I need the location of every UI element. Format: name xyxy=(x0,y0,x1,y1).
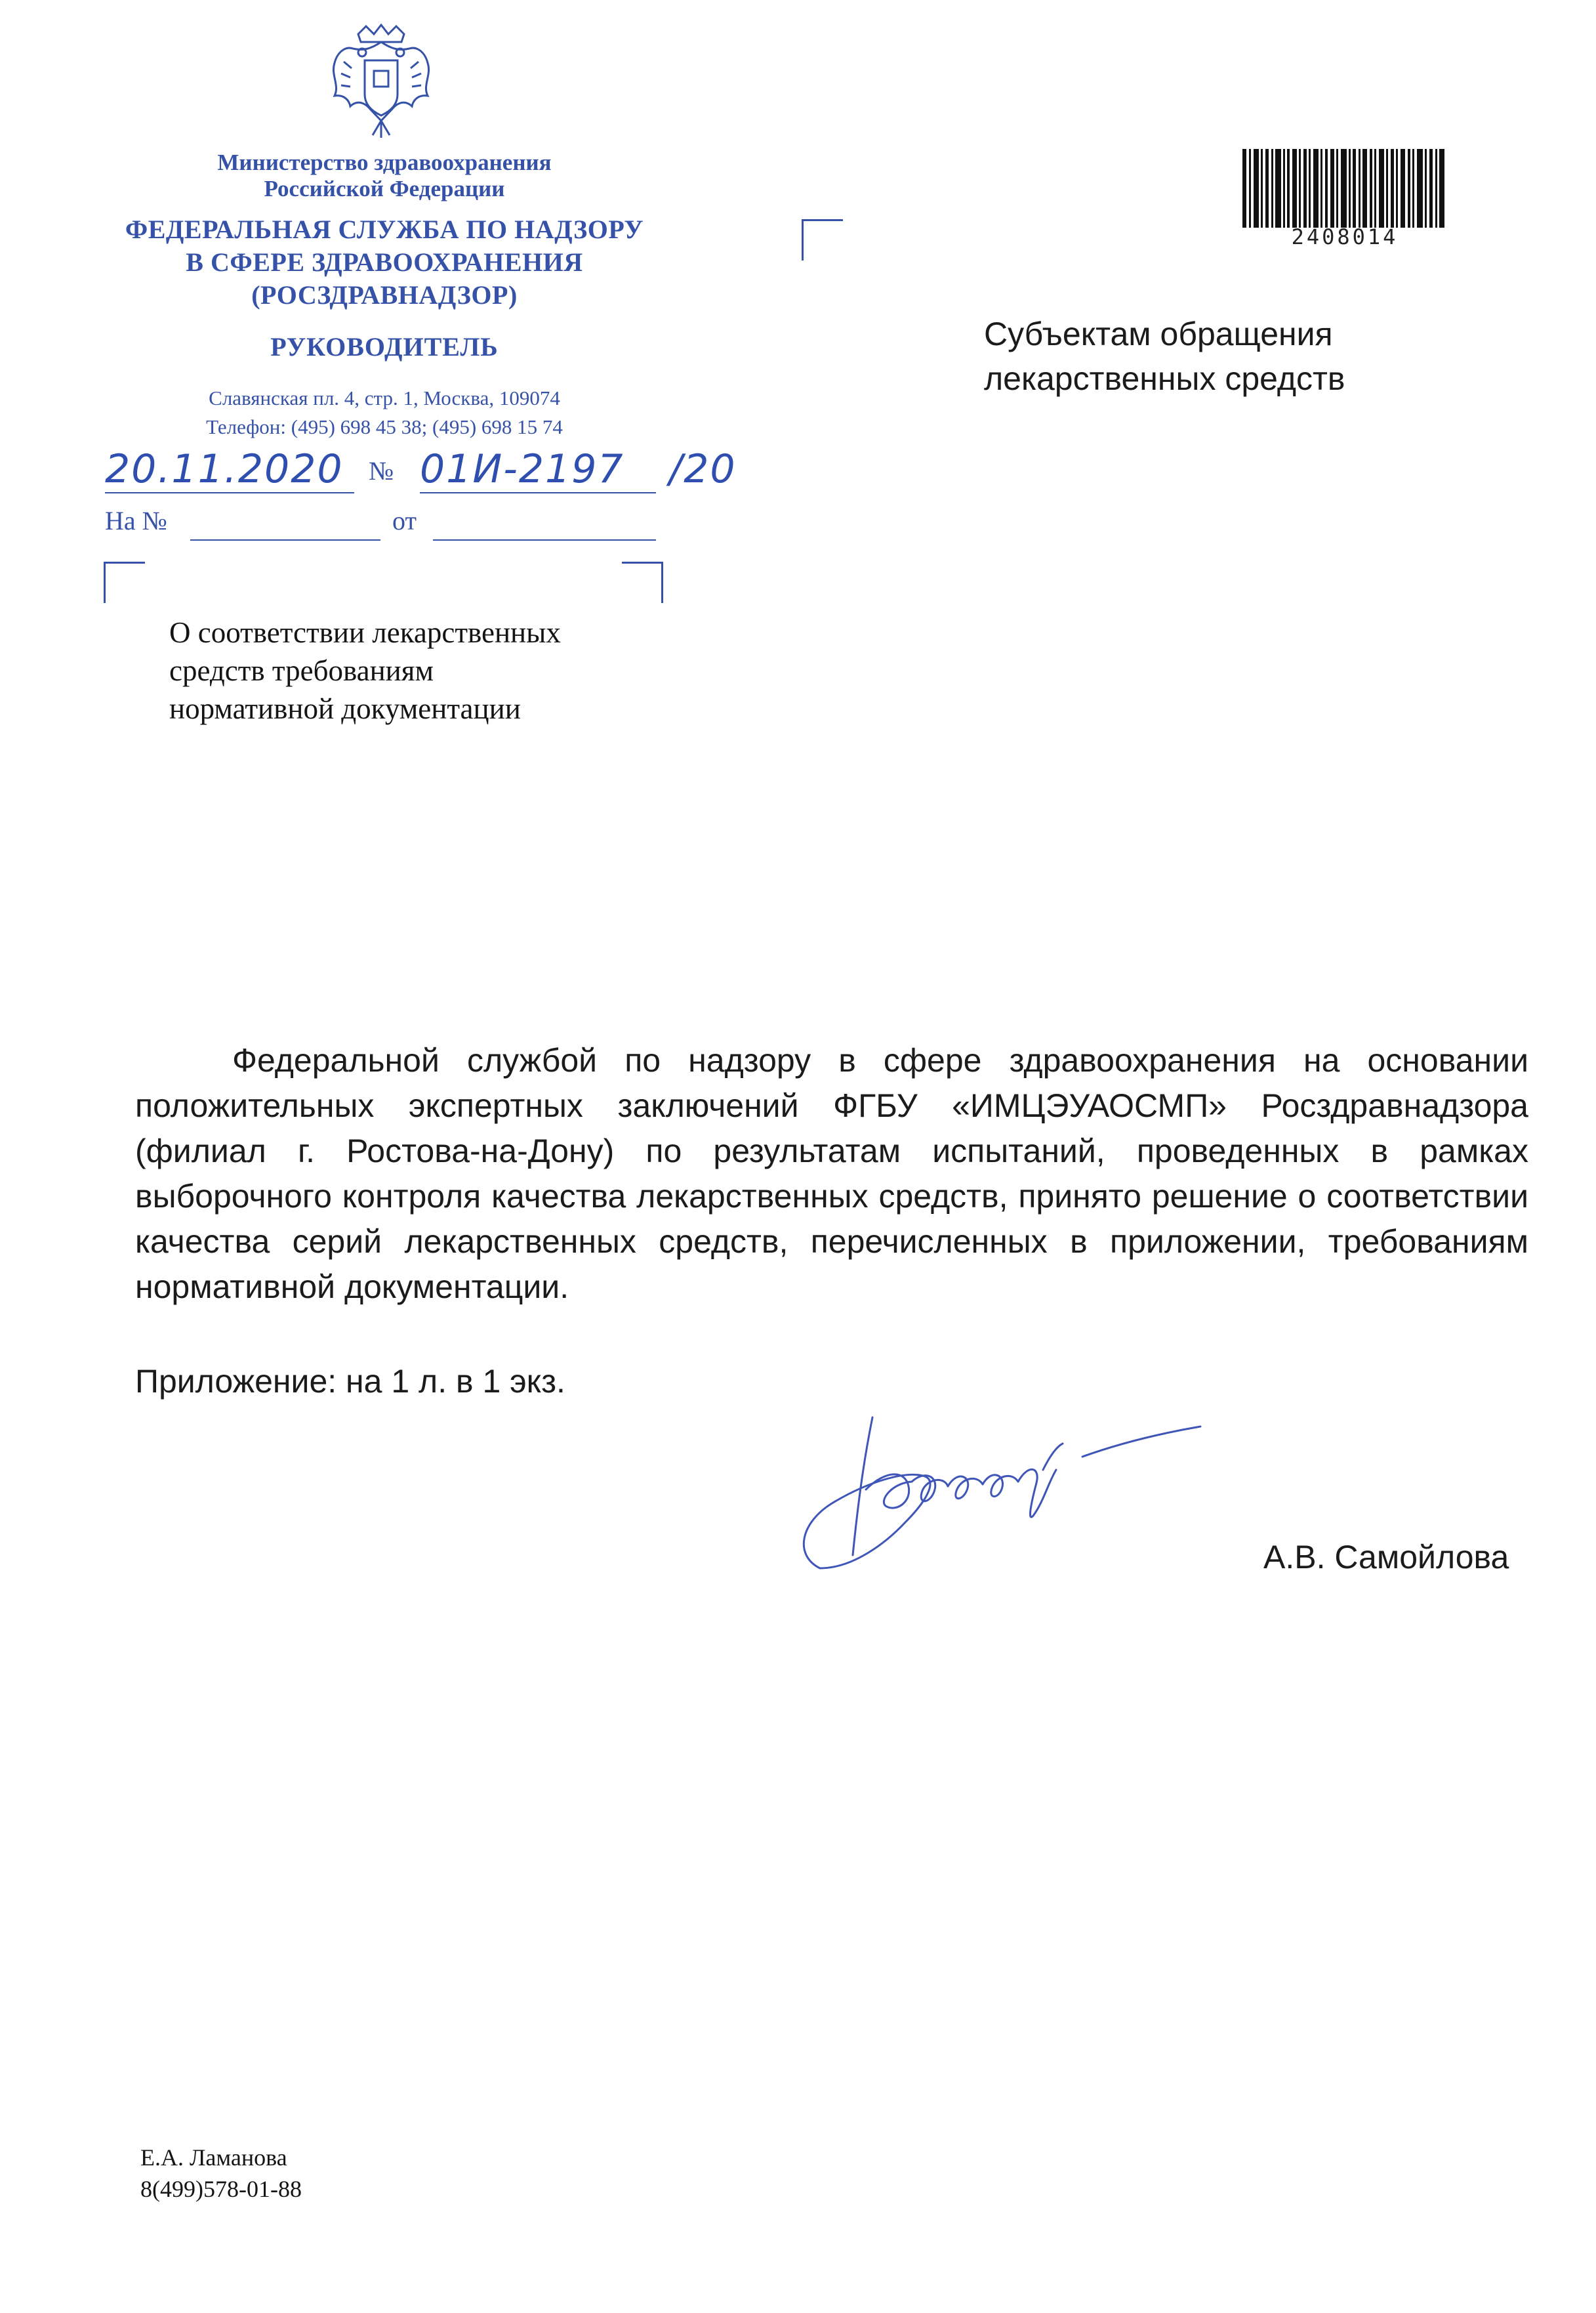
subject-bracket-right xyxy=(622,562,663,603)
coat-of-arms-icon xyxy=(325,22,437,139)
executor-phone: 8(499)578-01-88 xyxy=(140,2176,302,2202)
service-line: В СФЕРЕ ЗДРАВООХРАНЕНИЯ xyxy=(186,247,583,277)
signer-name: А.В. Самойлова xyxy=(1263,1539,1509,1575)
incoming-number-line xyxy=(190,539,380,541)
outgoing-number: 01И-2197 xyxy=(420,446,624,492)
subject-line: нормативной документации xyxy=(169,692,521,725)
handwritten-signature xyxy=(774,1371,1246,1608)
phone-line: Телефон: (495) 698 45 38; (495) 698 15 74 xyxy=(206,415,563,438)
ministry-line: Российской Федерации xyxy=(264,176,505,201)
ministry-name xyxy=(96,150,673,202)
attachment-note: Приложение: на 1 л. в 1 экз. xyxy=(135,1363,565,1400)
executor-name: Е.А. Ламанова xyxy=(140,2144,287,2171)
incoming-reference-row xyxy=(105,505,417,536)
executor-info xyxy=(140,2142,302,2205)
service-line: (РОСЗДРАВНАДЗОР) xyxy=(251,280,518,310)
ministry-line: Министерство здравоохранения xyxy=(217,150,552,175)
addressee-line: Субъектам обращения xyxy=(984,316,1333,352)
subject-line: О соответствии лекарственных xyxy=(169,616,561,649)
letter-body: Федеральной службой по надзору в сфере здравоохранения на основании положительных экспертных заключений ФГБУ «ИМЦЭУАОСМП» Росздравнадзора (филиал г. Ростова-на-Дону) по результатам испытаний, проведенных в рамках выборочного контроля качества лекарственных средств, принято решение о соответствии качества серий лекарственных средств, перечисленных в приложении, требованиям нормативной документации. xyxy=(135,1042,1528,1305)
barcode-icon xyxy=(1242,147,1447,230)
letter-subject xyxy=(169,614,561,728)
head-title: РУКОВОДИТЕЛЬ xyxy=(270,332,499,362)
outgoing-number-suffix: /20 xyxy=(669,446,737,492)
incoming-number-label: На № xyxy=(105,506,167,535)
number-underline xyxy=(420,492,656,493)
service-line: ФЕДЕРАЛЬНАЯ СЛУЖБА ПО НАДЗОРУ xyxy=(125,215,644,244)
outgoing-number-row xyxy=(105,441,774,500)
incoming-date-line xyxy=(433,539,656,541)
incoming-from-label: от xyxy=(392,506,417,535)
service-name xyxy=(96,213,673,312)
date-underline xyxy=(105,492,354,493)
outgoing-number-label: № xyxy=(369,456,394,486)
addressee-line: лекарственных средств xyxy=(984,360,1345,397)
subject-bracket-left xyxy=(104,562,145,603)
letterhead-address xyxy=(96,384,673,442)
subject-line: средств требованиям xyxy=(169,654,434,687)
addressee xyxy=(984,312,1345,401)
barcode-number: 2408014 xyxy=(1291,224,1399,249)
addressee-bracket xyxy=(802,219,843,260)
address-line: Славянская пл. 4, стр. 1, Москва, 109074 xyxy=(209,386,560,409)
outgoing-date: 20.11.2020 xyxy=(105,446,344,492)
